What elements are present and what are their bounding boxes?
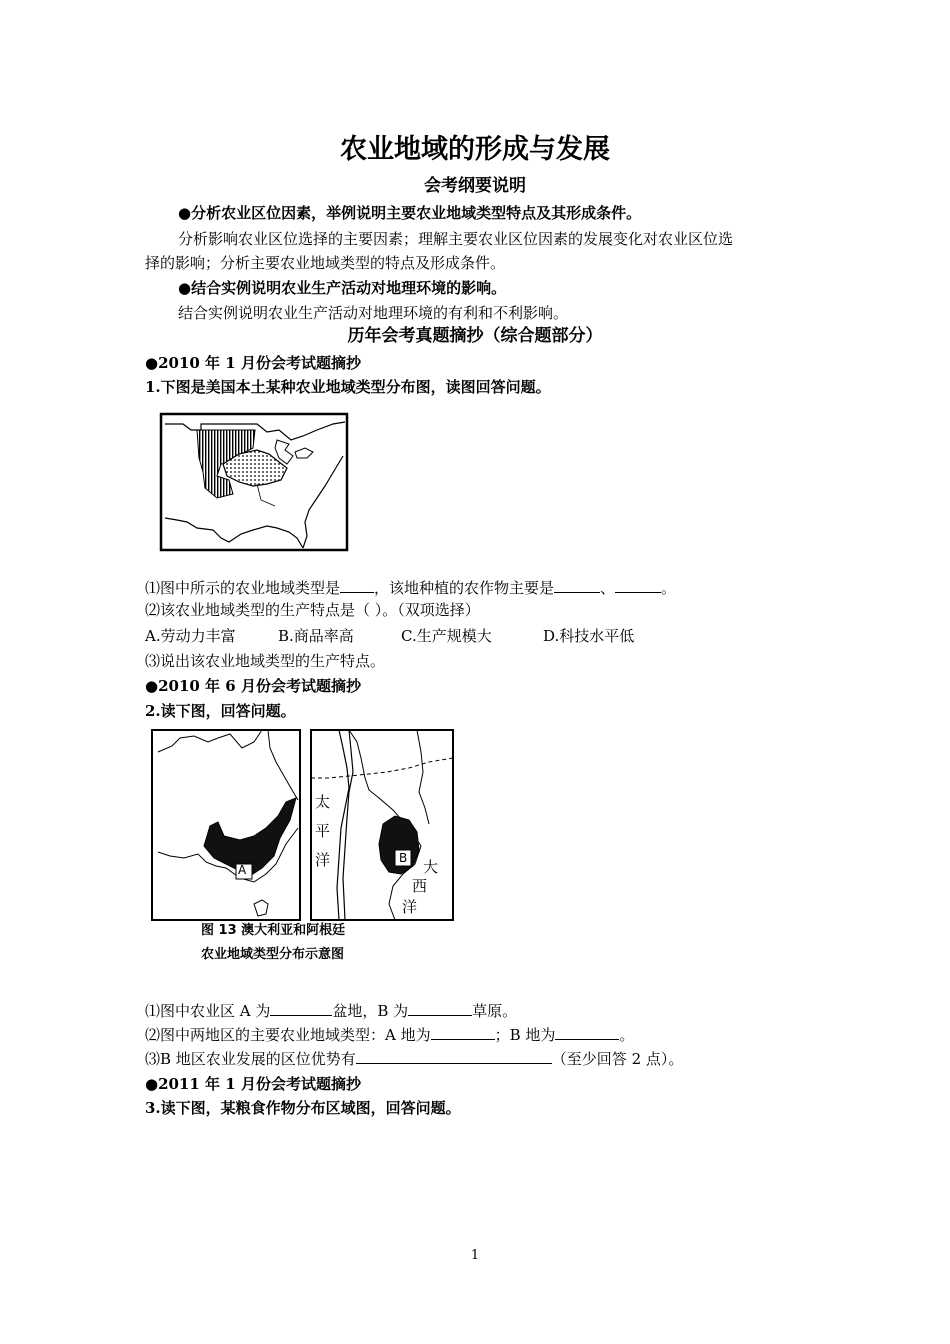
answer-blank[interactable] bbox=[340, 577, 374, 593]
exam-1-option-c: C.生产规模大 bbox=[401, 627, 492, 645]
exam-1-option-b: B.商品率高 bbox=[278, 627, 354, 645]
exam-3-question: 3.读下图，某粮食作物分布区域图，回答问题。 bbox=[145, 1099, 461, 1117]
exam-1-q3: ⑶说出该农业地域类型的生产特点。 bbox=[145, 652, 386, 670]
outline-point-1: ●分析农业区位因素，举例说明主要农业地域类型特点及其形成条件。 bbox=[178, 204, 642, 222]
label-atlantic-2: 西 bbox=[412, 877, 428, 895]
exam-1-option-a: A.劳动力丰富 bbox=[145, 627, 236, 645]
outline-desc-1-line-2: 择的影响；分析主要农业地域类型的特点及形成条件。 bbox=[145, 254, 506, 272]
exam-1-q1: ⑴图中所示的农业地域类型是 ，该地种植的农作物主要是 、 。 bbox=[145, 579, 677, 597]
map-label-a: A bbox=[238, 863, 247, 877]
exam-2-q2: ⑵图中两地区的主要农业地域类型：A 地为 ；B 地为 。 bbox=[145, 1026, 635, 1044]
exam-2-q1: ⑴图中农业区 A 为 盆地，B 为 草原。 bbox=[145, 1002, 518, 1020]
exam-2-question: 2.读下图，回答问题。 bbox=[145, 702, 296, 720]
figure-caption-line-1: 图 13 澳大利亚和阿根廷 bbox=[201, 923, 346, 938]
answer-blank[interactable] bbox=[431, 1024, 495, 1040]
exam-1-header: ●2010 年 1 月份会考试题摘抄 bbox=[145, 354, 361, 372]
answer-blank[interactable] bbox=[356, 1048, 552, 1064]
label-atlantic-1: 大 bbox=[423, 858, 439, 876]
exam-3-header: ●2011 年 1 月份会考试题摘抄 bbox=[145, 1075, 361, 1093]
figure-caption-line-2: 农业地域类型分布示意图 bbox=[201, 947, 345, 962]
page-number: 1 bbox=[470, 1248, 480, 1263]
exam-1-q2: ⑵该农业地域类型的生产特点是（ ）。（双项选择） bbox=[145, 601, 480, 619]
answer-blank[interactable] bbox=[408, 1000, 472, 1016]
answer-blank[interactable] bbox=[615, 577, 661, 593]
exam-2-q3: ⑶B 地区农业发展的区位优势有 （至少回答 2 点）。 bbox=[145, 1050, 684, 1068]
australia-map bbox=[150, 728, 302, 922]
label-atlantic-3: 洋 bbox=[402, 898, 418, 916]
outline-desc-2: 结合实例说明农业生产活动对地理环境的有利和不利影响。 bbox=[178, 304, 569, 322]
exam-1-option-d: D.科技水平低 bbox=[543, 627, 635, 645]
past-exams-heading: 历年会考真题摘抄（综合题部分） bbox=[347, 326, 603, 346]
label-pacific-3: 洋 bbox=[315, 851, 331, 869]
answer-blank[interactable] bbox=[555, 1024, 619, 1040]
answer-blank[interactable] bbox=[270, 1000, 332, 1016]
outline-point-2: ●结合实例说明农业生产活动对地理环境的影响。 bbox=[178, 279, 507, 297]
page-title: 农业地域的形成与发展 bbox=[340, 134, 610, 165]
map-label-b: B bbox=[399, 851, 408, 865]
outline-heading: 会考纲要说明 bbox=[424, 176, 526, 196]
label-pacific-2: 平 bbox=[315, 822, 331, 840]
exam-2-header: ●2010 年 6 月份会考试题摘抄 bbox=[145, 677, 361, 695]
label-pacific-1: 太 bbox=[315, 793, 331, 811]
usa-agriculture-map bbox=[157, 410, 349, 554]
exam-1-question: 1.下图是美国本土某种农业地域类型分布图，读图回答问题。 bbox=[145, 378, 551, 396]
outline-desc-1-line-1: 分析影响农业区位选择的主要因素；理解主要农业区位因素的发展变化对农业区位选 bbox=[178, 230, 734, 248]
answer-blank[interactable] bbox=[554, 577, 600, 593]
argentina-map bbox=[309, 728, 455, 922]
